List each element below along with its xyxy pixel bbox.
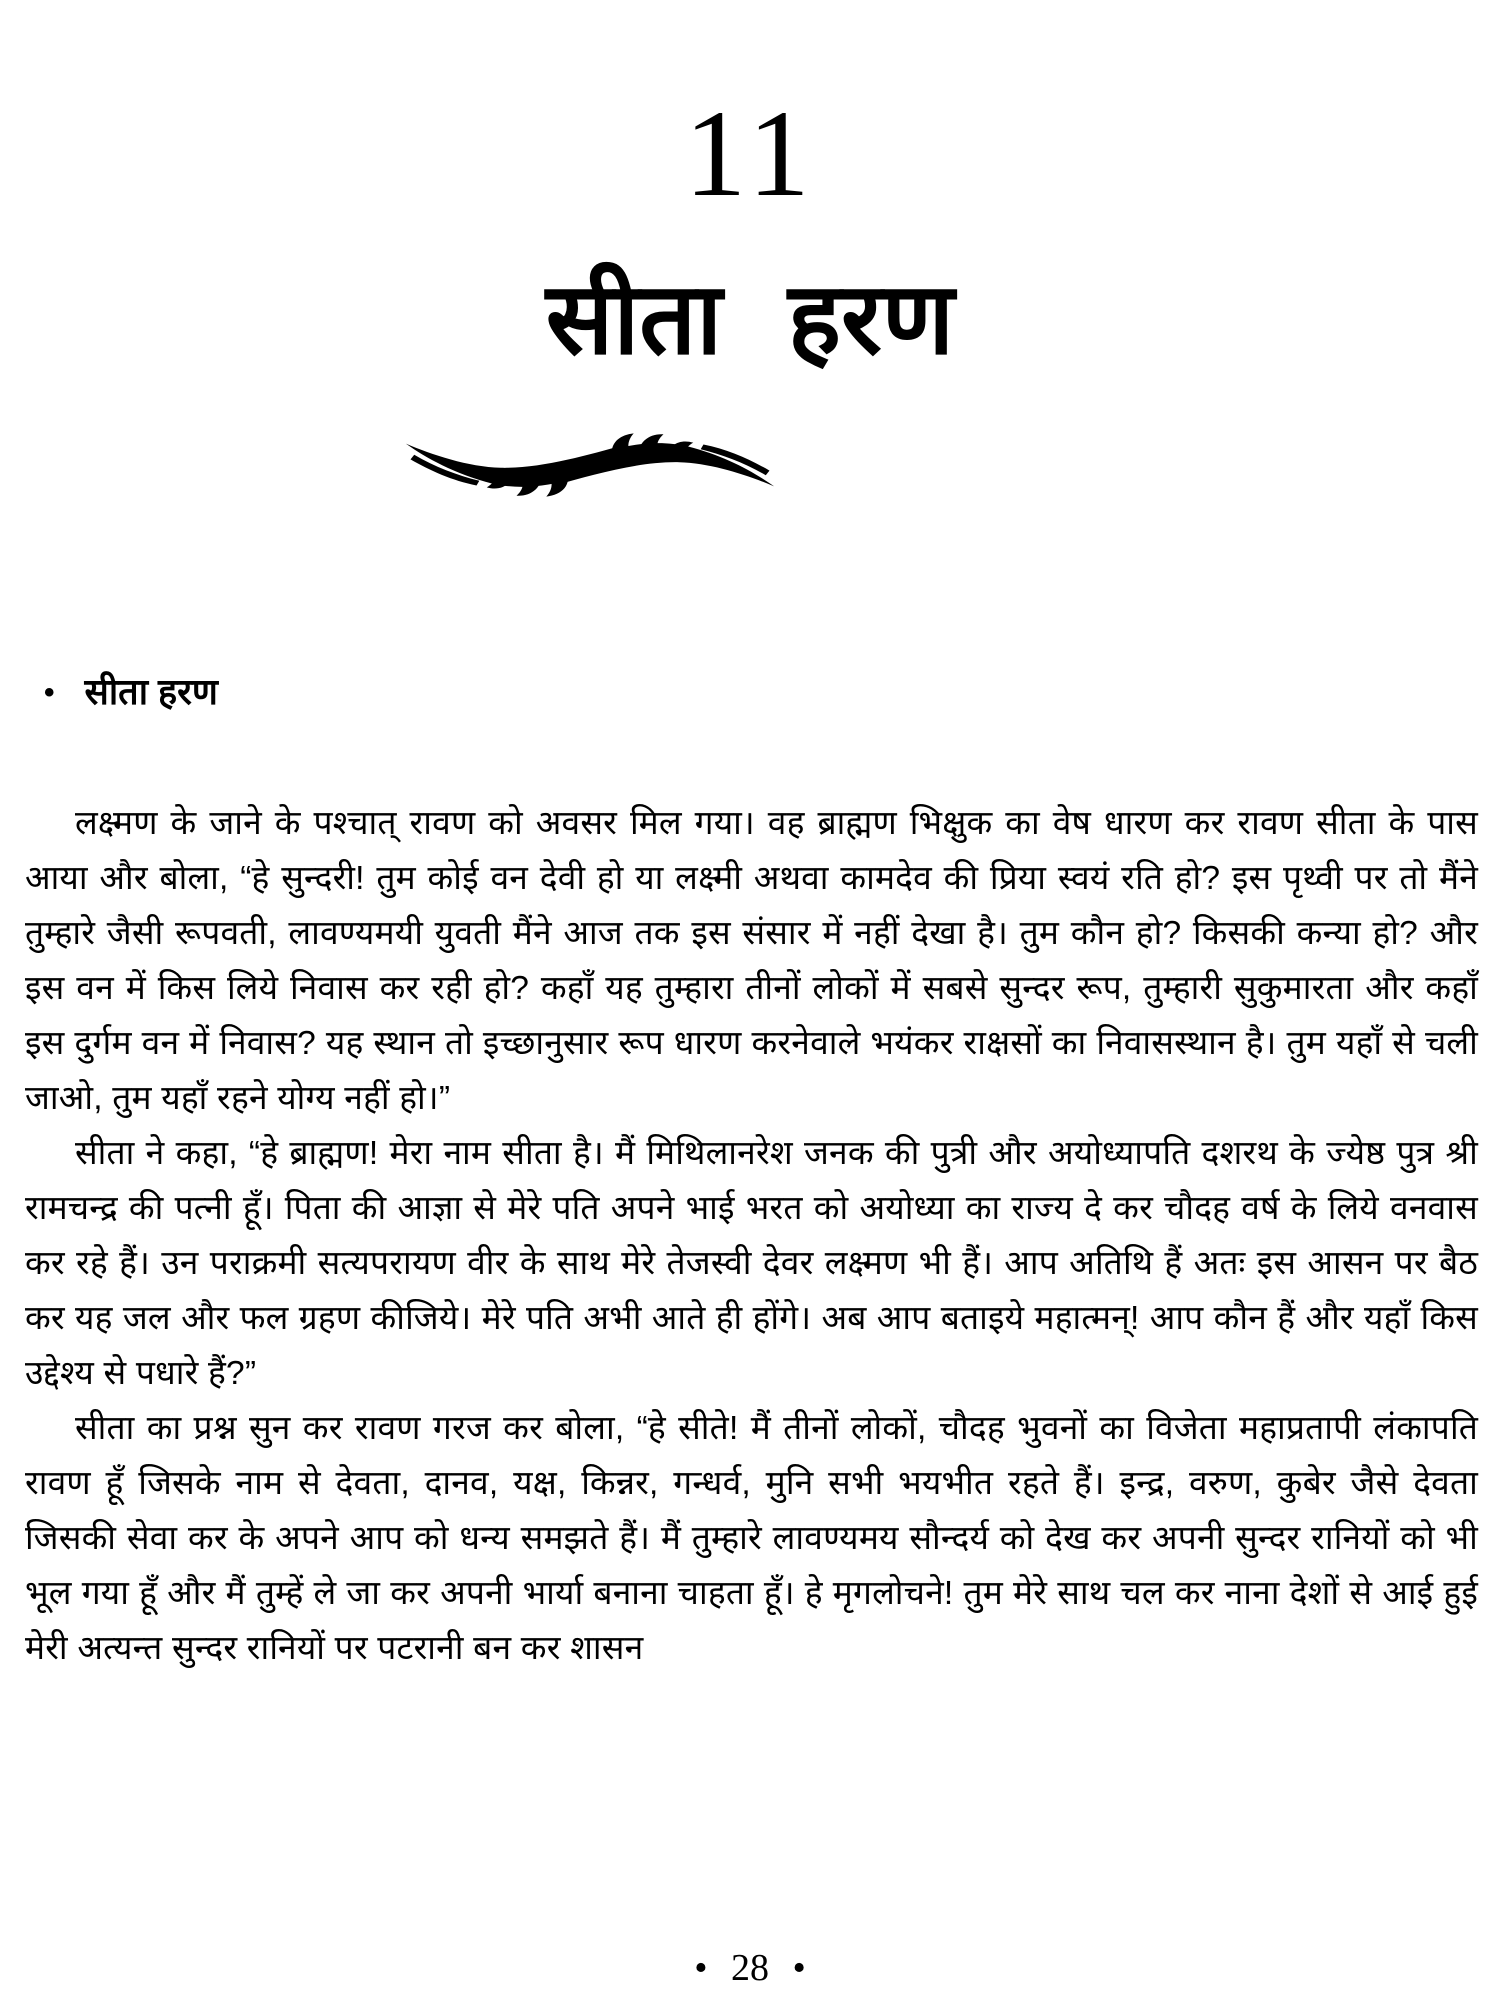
bullet-icon: • [44, 675, 55, 709]
paragraph-3: सीता का प्रश्न सुन कर रावण गरज कर बोला, “हे सीते! मैं तीनों लोकों, चौदह भुवनों का विजेता महाप्रतापी लंकापति रावण हूँ जिसके नाम से देवता, दानव, यक्ष, किन्नर, गन्धर्व, मुनि सभी भयभीत रहते हैं। इन्द्र, वरुण, कुबेर जैसे देवता जिसकी सेवा कर के अपने आप को धन्य समझते हैं। मैं तुम्हारे लावण्यमय सौन्दर्य को देख कर अपनी सुन्दर रानियों को भी भूल गया हूँ और मैं तुम्हें ले जा कर अपनी भार्या बनाना चाहता हूँ। हे मृगलोचने! तुम मेरे साथ चल कर नाना देशों से आई हुई मेरी अत्यन्त सुन्दर रानियों पर पटरानी बन कर शासन [25, 1410, 1478, 1667]
section-label: सीता हरण [84, 671, 218, 712]
flourish-divider-icon [404, 430, 776, 500]
paragraph-2: सीता ने कहा, “हे ब्राह्मण! मेरा नाम सीता है। मैं मिथिलानरेश जनक की पुत्री और अयोध्यापति दशरथ के ज्येष्ठ पुत्र श्री रामचन्द्र की पत्नी हूँ। पिता की आज्ञा से मेरे पति अपने भाई भरत को अयोध्या का राज्य दे कर चौदह वर्ष के लिये वनवास कर रहे हैं। उन पराक्रमी सत्यपरायण वीर के साथ मेरे तेजस्वी देवर लक्ष्मण भी हैं। आप अतिथि हैं अतः इस आसन पर बैठ कर यह जल और फल ग्रहण कीजिये। मेरे पति अभी आते ही होंगे। अब आप बताइये महात्मन्! आप कौन हैं और यहाँ किस उद्देश्य से पधारे हैं?” [25, 1135, 1478, 1392]
chapter-body [25, 796, 1478, 1676]
paragraph-1: लक्ष्मण के जाने के पश्चात् रावण को अवसर मिल गया। वह ब्राह्मण भिक्षुक का वेष धारण कर रावण सीता के पास आया और बोला, “हे सुन्दरी! तुम कोई वन देवी हो या लक्ष्मी अथवा कामदेव की प्रिया स्वयं रति हो? इस पृथ्वी पर तो मैंने तुम्हारे जैसी रूपवती, लावण्यमयी युवती मैंने आज तक इस संसार में नहीं देखा है। तुम कौन हो? किसकी कन्या हो? और इस वन में किस लिये निवास कर रही हो? कहाँ यह तुम्हारा तीनों लोकों में सबसे सुन्दर रूप, तुम्हारी सुकुमारता और कहाँ इस दुर्गम वन में निवास? यह स्थान तो इच्छानुसार रूप धारण करनेवाले भयंकर राक्षसों का निवासस्थान है। तुम यहाँ से चली जाओ, तुम यहाँ रहने योग्य नहीं हो।” [25, 805, 1479, 1117]
page-number: • 28 • [694, 1947, 806, 1989]
chapter-title: सीता हरण [545, 263, 955, 375]
section-bullet-item [44, 666, 218, 715]
chapter-number: 11 [684, 85, 816, 222]
